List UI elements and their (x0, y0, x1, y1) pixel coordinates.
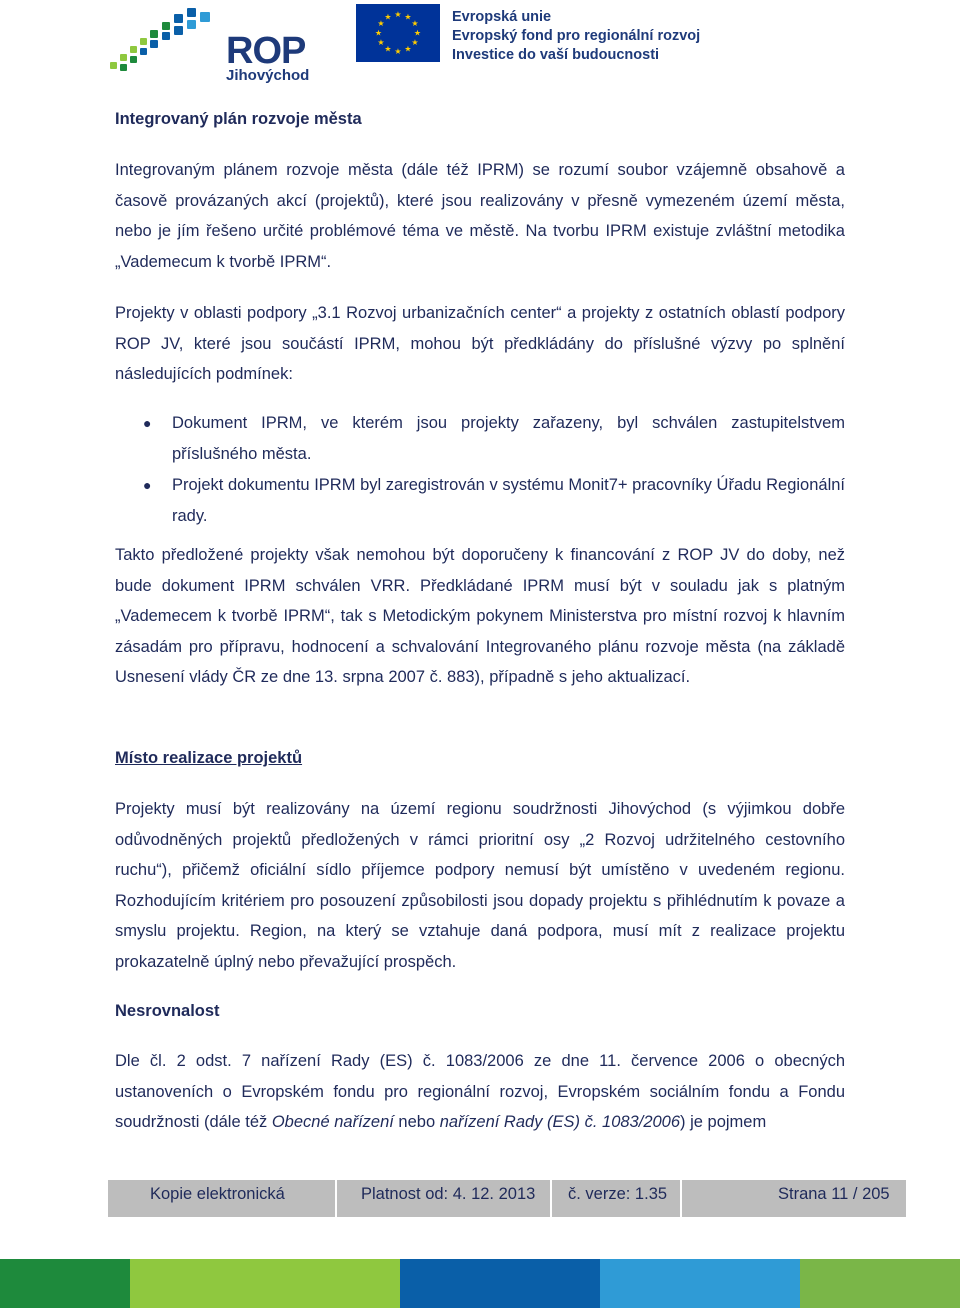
svg-text:★: ★ (377, 19, 385, 28)
footer-page-number: Strana 11 / 205 (778, 1185, 890, 1203)
svg-text:★: ★ (413, 28, 422, 38)
paragraph-irregularity (115, 1046, 845, 1138)
section-title-irregularity: Nesrovnalost (115, 1002, 220, 1020)
page-footer (108, 1180, 906, 1217)
eu-caption-line1: Evropská unie (452, 9, 552, 25)
section-title-iprm: Integrovaný plán rozvoje města (115, 110, 362, 128)
bar-segment (0, 1259, 130, 1308)
rop-logo-text: ROP (226, 30, 306, 72)
svg-text:★: ★ (404, 44, 412, 54)
section-title-location: Místo realizace projektů (115, 749, 303, 767)
svg-text:★: ★ (374, 28, 383, 38)
bar-segment (400, 1259, 600, 1308)
footer-validity: Platnost od: 4. 12. 2013 (337, 1180, 552, 1217)
rop-logo (108, 6, 318, 86)
paragraph-iprm-approval: Takto předložené projekty však nemohou být doporučeny k financování z ROP JV do doby, než bude dokument IPRM schválen VRR. Předkládané IPRM musí být v souladu jak s platným „Vademecem k tvorbě IPRM“, tak s Metodickým pokynem Ministerstva pro místní rozvoj k hlavním zásadám pro přípravu, hodnocení a schvalování Integrovaného plánu rozvoje města (na základě Usnesení vlády ČR ze dne 13. srpna 2007 č. 883), případně s jeho aktualizací. (115, 546, 845, 687)
eu-stars (356, 4, 440, 62)
irregularity-italic-2: nařízení Rady (ES) č. 1083/2006 (439, 1113, 681, 1132)
rop-logo-mark (108, 6, 218, 86)
svg-text:★: ★ (384, 44, 392, 54)
irregularity-italic-1: Obecné nařízení (271, 1113, 394, 1132)
eu-flag-icon (356, 4, 440, 62)
svg-text:★: ★ (394, 47, 402, 56)
svg-text:★: ★ (384, 12, 392, 22)
paragraph-iprm-definition: Integrovaným plánem rozvoje města (dále též IPRM) se rozumí soubor vzájemně obsahově a časově provázaných akcí (projektů), které jsou realizovány v přesně vymezeném území města, nebo je jím řešeno určité problémové téma ve městě. Na tvorbu IPRM existuje zvláštní metodika „Vademecum k tvorbě IPRM“. (115, 161, 845, 271)
bottom-color-bar (0, 1259, 960, 1308)
eu-caption-line3: Investice do vaší budoucnosti (452, 47, 660, 63)
eu-caption (452, 8, 700, 65)
list-item: Projekt dokumentu IPRM byl zaregistrován v systému Monit7+ pracovníky Úřadu Regionální rady. (172, 476, 845, 525)
irregularity-text-a: Dle čl. 2 odst. 7 nařízení Rady (ES) č. 1083/2006 ze dne 11. července 2006 o obecných ustanoveních o Evropském fondu pro regionální rozvoj, Evropském sociálním fondu a Fondu soudržnosti (dále též (115, 1052, 845, 1132)
svg-text:★: ★ (411, 38, 419, 47)
svg-text:★: ★ (404, 12, 412, 22)
bullet-icon: ● (143, 477, 152, 493)
eu-caption-line2: Evropský fond pro regionální rozvoj (452, 28, 701, 44)
irregularity-text-b: nebo (393, 1113, 440, 1132)
bar-segment (130, 1259, 400, 1308)
paragraph-location: Projekty musí být realizovány na území regionu soudržnosti Jihovýchod (s výjimkou dobře odůvodněných projektů předložených v rámci prioritní osy „2 Rozvoj udržitelného cestovního ruchu“), přičemž oficiální sídlo příjemce podpory nemusí být umístěno v uvedeném regionu. Rozhodujícím kritériem pro posouzení způsobilosti jsou dopady projektu s přihlédnutím k povaze a smyslu projektu. Region, na který se vztahuje daná podpora, musí mít z realizace projektu prokazatelně úplný nebo převažující prospěch. (115, 800, 845, 971)
irregularity-text-c: ) je pojmem (680, 1113, 767, 1132)
bullet-icon: ● (143, 415, 152, 431)
rop-logo-subtitle: Jihovýchod (226, 67, 310, 84)
page-header (0, 0, 960, 95)
bar-segment (600, 1259, 800, 1308)
svg-text:★: ★ (377, 38, 385, 47)
footer-copy-type: Kopie elektronická (108, 1180, 337, 1217)
bar-segment (800, 1259, 960, 1308)
svg-text:★: ★ (411, 19, 419, 28)
list-item: Dokument IPRM, ve kterém jsou projekty zařazeny, byl schválen zastupitelstvem příslušného města. (172, 414, 845, 463)
footer-version: č. verze: 1.35 (552, 1180, 682, 1217)
svg-text:★: ★ (394, 10, 402, 19)
paragraph-iprm-projects: Projekty v oblasti podpory „3.1 Rozvoj urbanizačních center“ a projekty z ostatních oblastí podpory ROP JV, které jsou součástí IPRM, mohou být předkládány do příslušné výzvy po splnění následujících podmínek: (115, 304, 845, 384)
